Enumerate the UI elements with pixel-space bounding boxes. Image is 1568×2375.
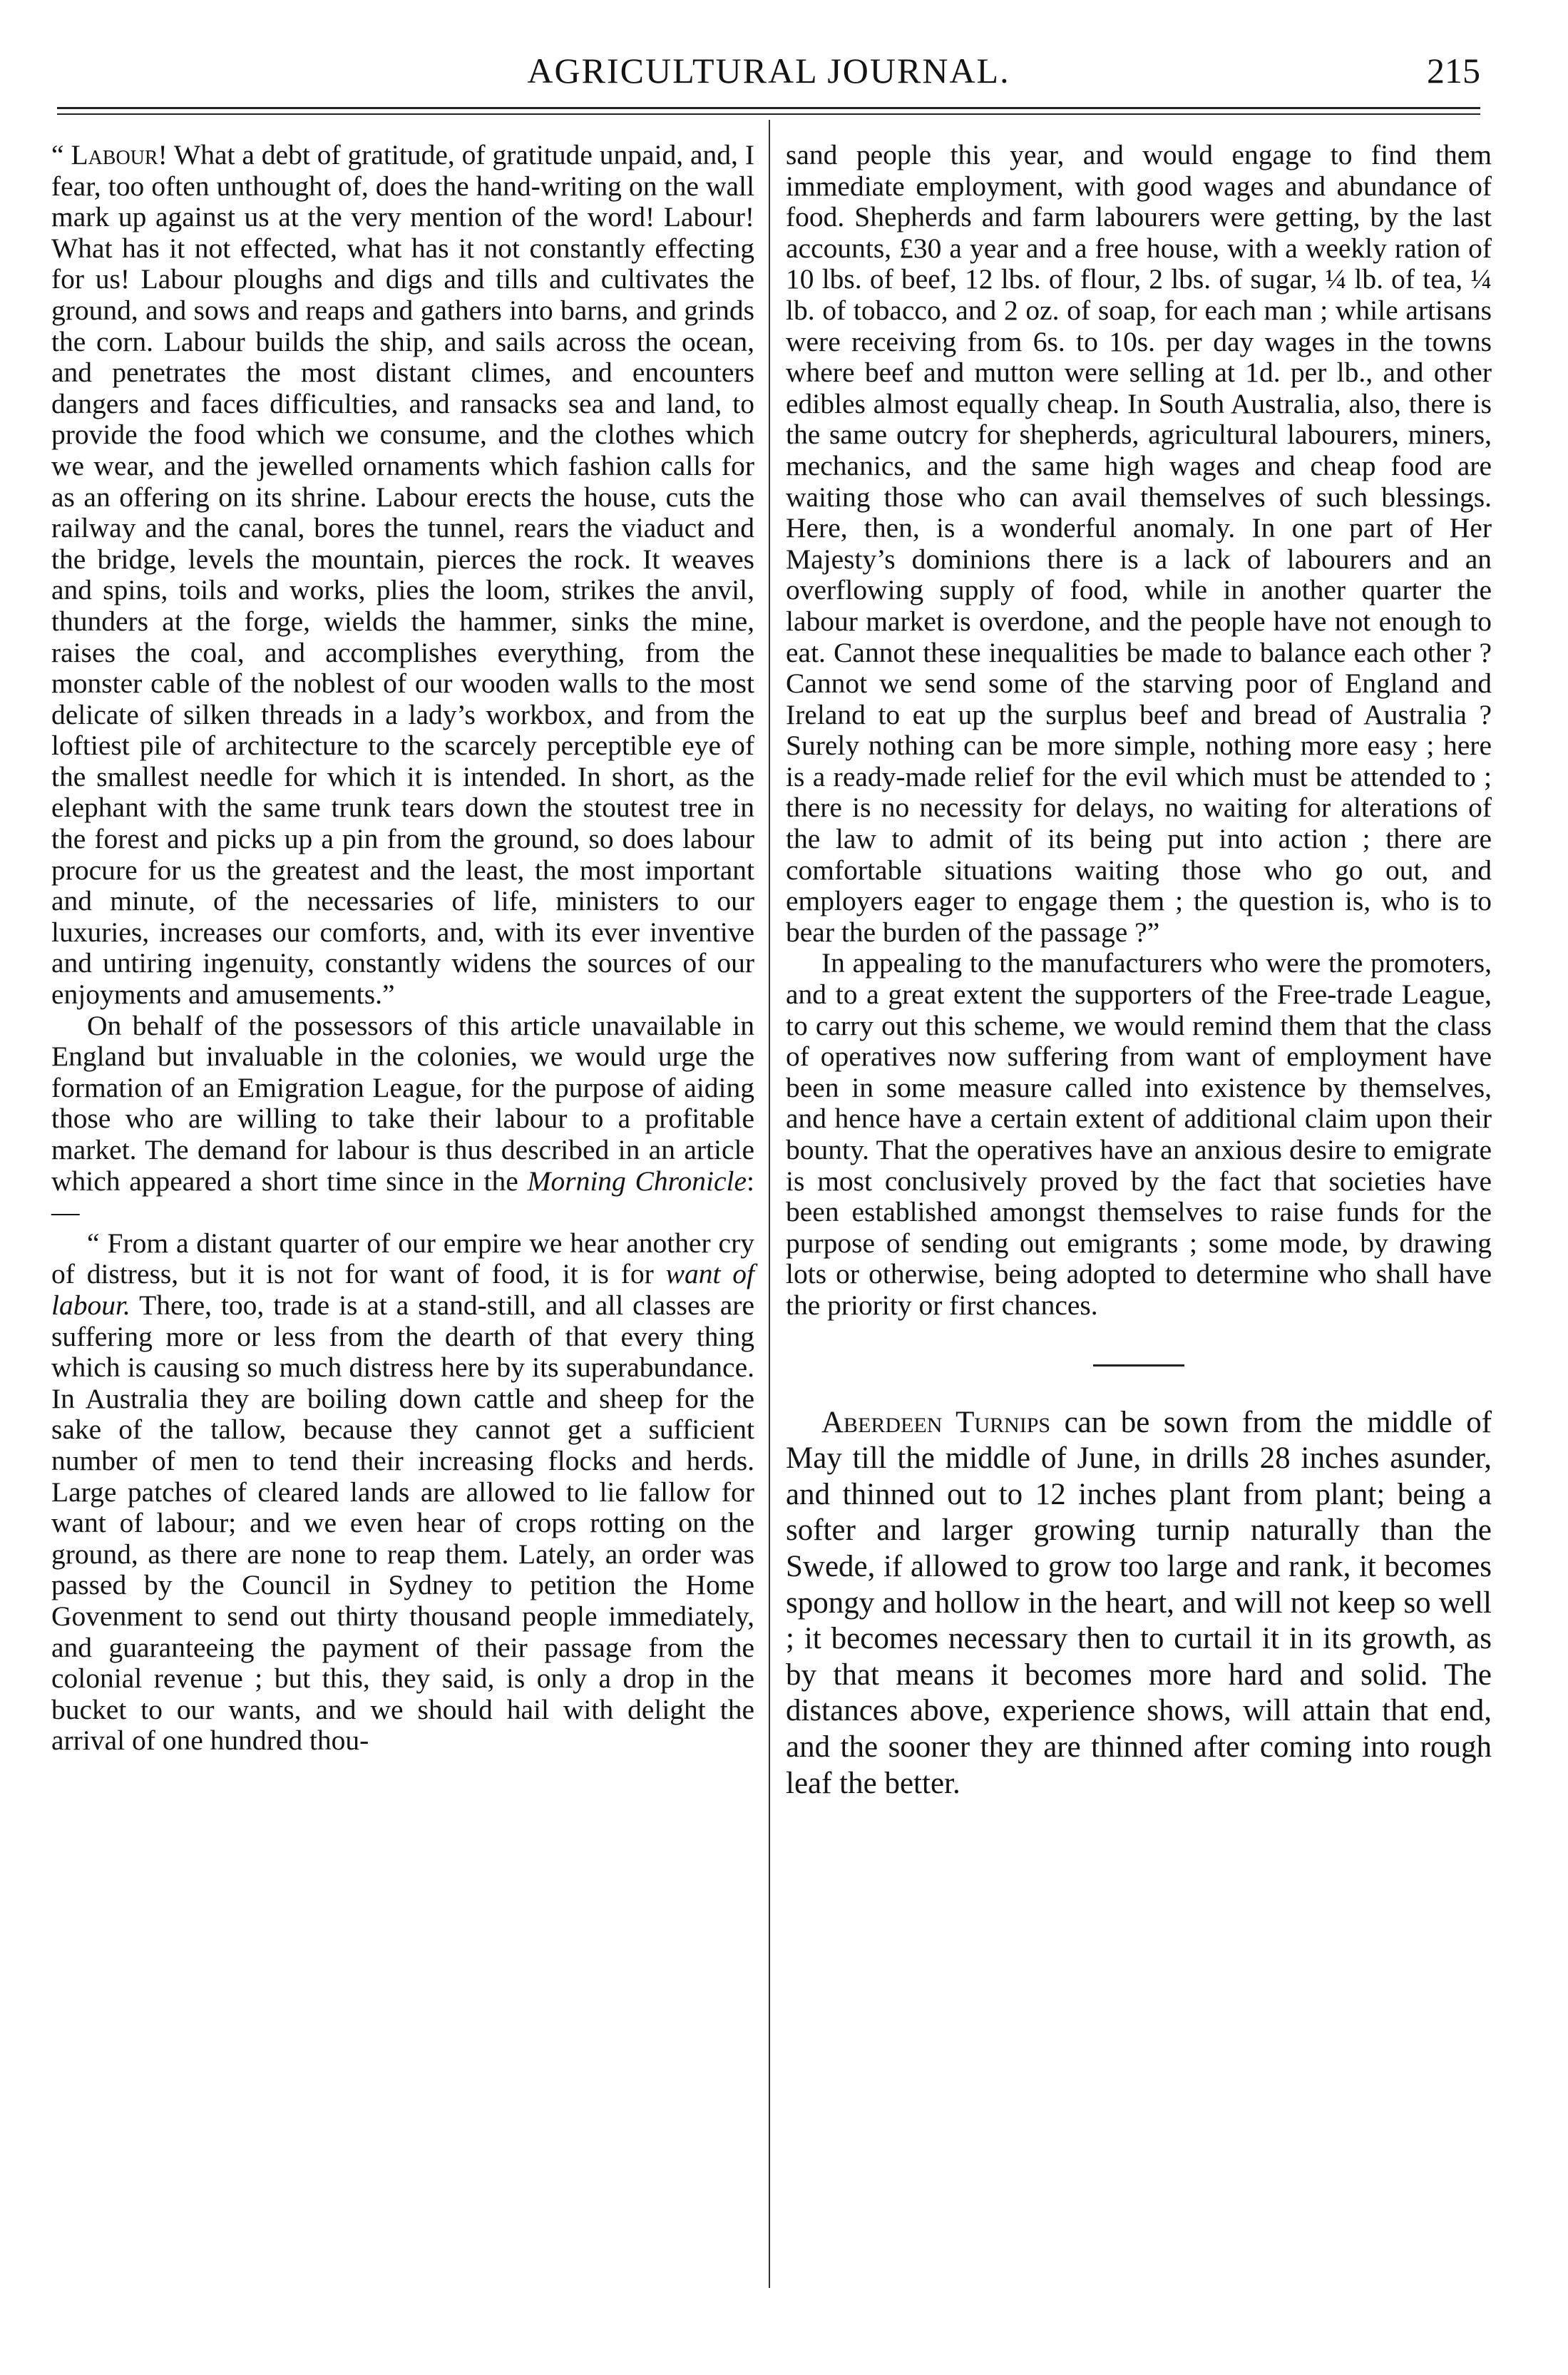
header-rule-bottom [57,113,1480,115]
labour-quote-paragraph: “ Labour! What a debt of gratitude, of gratitude unpaid, and, I fear, too often unthought of, does the hand-writing on the wall mark up against us at the very mention of the word! Labour! What has it not effected, what has it not constantly effecting for us! Labour ploughs and digs and tills and cultivates the ground, and sows and reaps and gathers into barns, and grinds the corn. Labour builds the ship, and sails across the ocean, and penetrates the most distant climes, and encounters dangers and faces difficulties, and ransacks sea and land, to provide the food which we consume, and the clothes which we wear, and the jewelled ornaments which fashion calls for as an offering on its shrine. Labour erects the house, cuts the railway and the canal, bores the tunnel, rears the viaduct and the bridge, levels the mountain, pierces the rock. It weaves and spins, toils and works, plies the loom, strikes the anvil, thunders at the forge, wields the hammer, sinks the mine, raises the coal, and accomplishes everything, from the monster cable of the noblest of our wooden walls to the most delicate of silken threads in a lady’s workbox, and from the loftiest pile of architecture to the scarcely perceptible eye of the smallest needle for which it is intended. In short, as the elephant with the same trunk tears down the stoutest tree in the forest and picks up a pin from the ground, so does labour procure for us the greatest and the least, the most important and minute, of the necessaries of life, ministers to our luxuries, increases our comforts, and, with its ever inventive and untiring ingenuity, constantly widens the sources of our enjoyments and amusements.” [51,139,754,1011]
labour-lead-word: Labour [71,139,158,170]
aberdeen-turnips-paragraph: Aberdeen Turnips can be sown from the middle of May till the middle of June, in drills 28 inches asunder, and thinned out to 12 inches plant from plant; being a softer and larger growing turnip naturally than the Swede, if allowed to grow too large and rank, it becomes spongy and hollow in the heart, and will not keep so well ; it becomes necessary then to curtail it in its growth, as by that means it becomes more hard and solid. The distances above, experience shows, will attain that end, and the sooner they are thinned after coming into rough leaf the better. [786,1405,1492,1800]
page-header [57,46,1480,96]
newspaper-source: Morning Chronicle [527,1165,747,1197]
left-column [51,140,754,1757]
column-divider [769,120,770,2288]
turnips-lead: Aberdeen Turnips [821,1405,1051,1439]
chronicle-quote-continuation: sand people this year, and would engage to find them immediate employment, with good wages and abundance of food. Shepherds and farm labourers were getting, by the last accounts, £30 a year and a free house, with a weekly ration of 10 lbs. of beef, 12 lbs. of flour, 2 lbs. of sugar, ¼ lb. of tea, ¼ lb. of tobacco, and 2 oz. of soap, for each man ; while artisans were receiving from 6s. to 10s. per day wages in the towns where beef and mutton were selling at 1d. per lb., and other edibles almost equally cheap. In South Australia, also, there is the same outcry for shepherds, agricultural labourers, miners, mechanics, and the same high wages and cheap food are waiting those who can avail themselves of such blessings. Here, then, is a wonderful anomaly. In one part of Her Majesty’s dominions there is a lack of labourers and an overflowing supply of food, while in another quarter the labour market is overdone, and the people have not enough to eat. Cannot these inequalities be made to balance each other ? Cannot we send some of the starving poor of England and Ireland to eat up the surplus beef and bread of Australia ? Surely nothing can be more simple, nothing more easy ; here is a ready-made relief for the evil which must be attended to ; there is no necessity for delays, no waiting for alterations of the law to admit of its being put into action ; there are comfortable situations waiting those who go out, and employers eager to engage them ; the question is, who is to bear the burden of the passage ?” [786,139,1492,948]
section-divider [1093,1364,1184,1367]
manufacturers-appeal-paragraph: In appealing to the manufacturers who were the promoters, and to a great extent the supporters of the Free-trade League, to carry out this scheme, we would remind them that the class of operatives now suffering from want of employment have been in some measure called into existence by themselves, and hence have a certain extent of additional claim upon their bounty. That the operatives have an anxious desire to emigrate is most conclusively proved by the fact that societies have been established amongst themselves to raise funds for the purpose of sending out emigrants ; some mode, by drawing lots or otherwise, being adopted to determine who shall have the priority or first chances. [786,947,1492,1321]
emigration-league-paragraph: On behalf of the possessors of this article unavailable in England but invaluable in the colonies, we would urge the formation of an Emigration League, for the purpose of aiding those who are willing to take their labour to a profitable market. The demand for labour is thus described in an article which appeared a short time since in the Morning Chronicle:— [51,1009,754,1228]
chronicle-quote-paragraph: “ From a distant quarter of our empire we hear another cry of distress, but it is not for want of food, it is for want of labour. There, too, trade is at a stand-still, and all classes are suffering more or less from the dearth of that every thing which is causing so much distress here by its superabundance. In Australia they are boiling down cattle and sheep for the sake of the tallow, because they cannot get a sufficient number of men to tend their increasing flocks and herds. Large patches of cleared lands are allowed to lie fallow for want of labour; and we even hear of crops rotting on the ground, as there are none to reap them. Lately, an order was passed by the Council in Sydney to petition the Home Govenment to send out thirty thousand people immediately, and guaranteeing the payment of their passage from the colonial revenue ; but this, they said, is only a drop in the bucket to our wants, and we should hail with delight the arrival of one hundred thou- [51,1227,754,1757]
page-number: 215 [1427,51,1480,91]
emphasis-want-of-labour: want of labour. [51,1258,754,1321]
running-title: AGRICULTURAL JOURNAL. [527,51,1010,91]
header-rule-top [57,107,1480,109]
right-column [786,140,1492,1802]
